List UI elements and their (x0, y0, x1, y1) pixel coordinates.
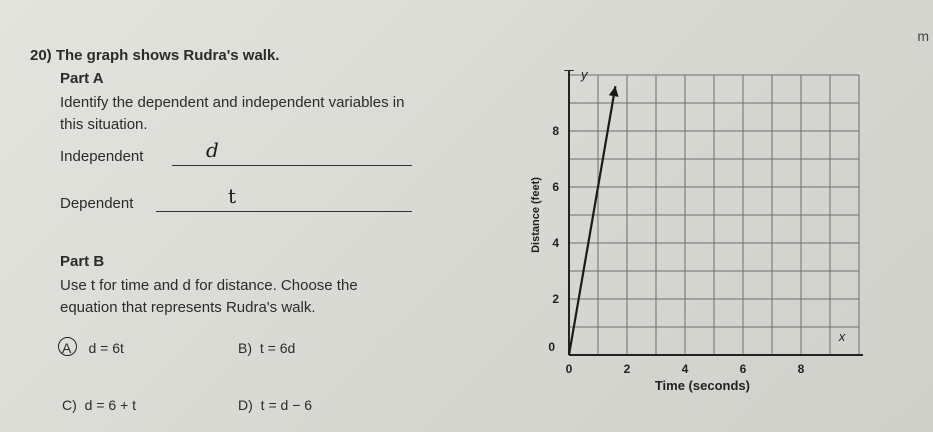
series (569, 86, 619, 355)
independent-answer-line[interactable] (172, 165, 412, 166)
part-b-prompt-line2: equation that represents Rudra's walk. (60, 299, 316, 316)
corner-mark: m (917, 28, 929, 44)
x-tick-label: 6 (739, 362, 747, 376)
x-axis-title: Time (seconds) (654, 378, 750, 393)
dependent-answer: t (228, 184, 237, 208)
option-a-text: d = 6t (88, 340, 124, 356)
x-tick-label: 4 (681, 362, 689, 376)
option-a-letter: A (62, 340, 71, 356)
dependent-answer-line[interactable] (156, 211, 412, 212)
part-a-prompt-line2: this situation. (60, 116, 148, 133)
option-d[interactable] (238, 397, 312, 413)
y-axis-letter: y (581, 70, 588, 82)
dependent-label: Dependent (60, 195, 134, 212)
y-tick-label: 0 (548, 340, 555, 354)
x-tick-label: 0 (565, 362, 573, 376)
part-a-title: Part A (60, 70, 104, 87)
option-d-text: t = d − 6 (260, 397, 313, 413)
part-a-prompt-line1: Identify the dependent and independent variables in (60, 94, 405, 111)
x-axis-letter: x (838, 329, 846, 344)
part-b-prompt-line1: Use t for time and d for distance. Choose the (60, 277, 358, 294)
option-c-letter: C) (62, 397, 77, 413)
independent-label: Independent (60, 148, 144, 165)
y-tick-label: 6 (552, 180, 559, 194)
x-tick-label: 2 (623, 362, 631, 376)
y-tick-label: 2 (552, 292, 559, 306)
distance-time-graph (510, 70, 890, 410)
x-tick-label: 8 (797, 362, 805, 376)
series-line (569, 86, 615, 355)
option-c[interactable] (62, 397, 136, 413)
grid (569, 75, 859, 355)
option-d-letter: D) (238, 397, 253, 413)
option-b-letter: B) (238, 340, 252, 356)
option-a[interactable] (62, 340, 124, 356)
tick-labels (530, 70, 846, 393)
option-b[interactable] (238, 340, 295, 356)
y-tick-label: 8 (552, 124, 559, 138)
part-b-title: Part B (60, 253, 105, 270)
y-axis-title: Distance (feet) (530, 177, 542, 253)
circled-answer-mark (58, 337, 77, 356)
question-header: 20) The graph shows Rudra's walk. (30, 47, 280, 64)
option-c-text: d = 6 + t (84, 397, 137, 413)
series-arrowhead (609, 86, 619, 97)
independent-answer: d (206, 138, 219, 162)
option-b-text: t = 6d (259, 340, 296, 356)
y-axis-arrow (564, 70, 574, 71)
y-tick-label: 4 (552, 236, 559, 250)
